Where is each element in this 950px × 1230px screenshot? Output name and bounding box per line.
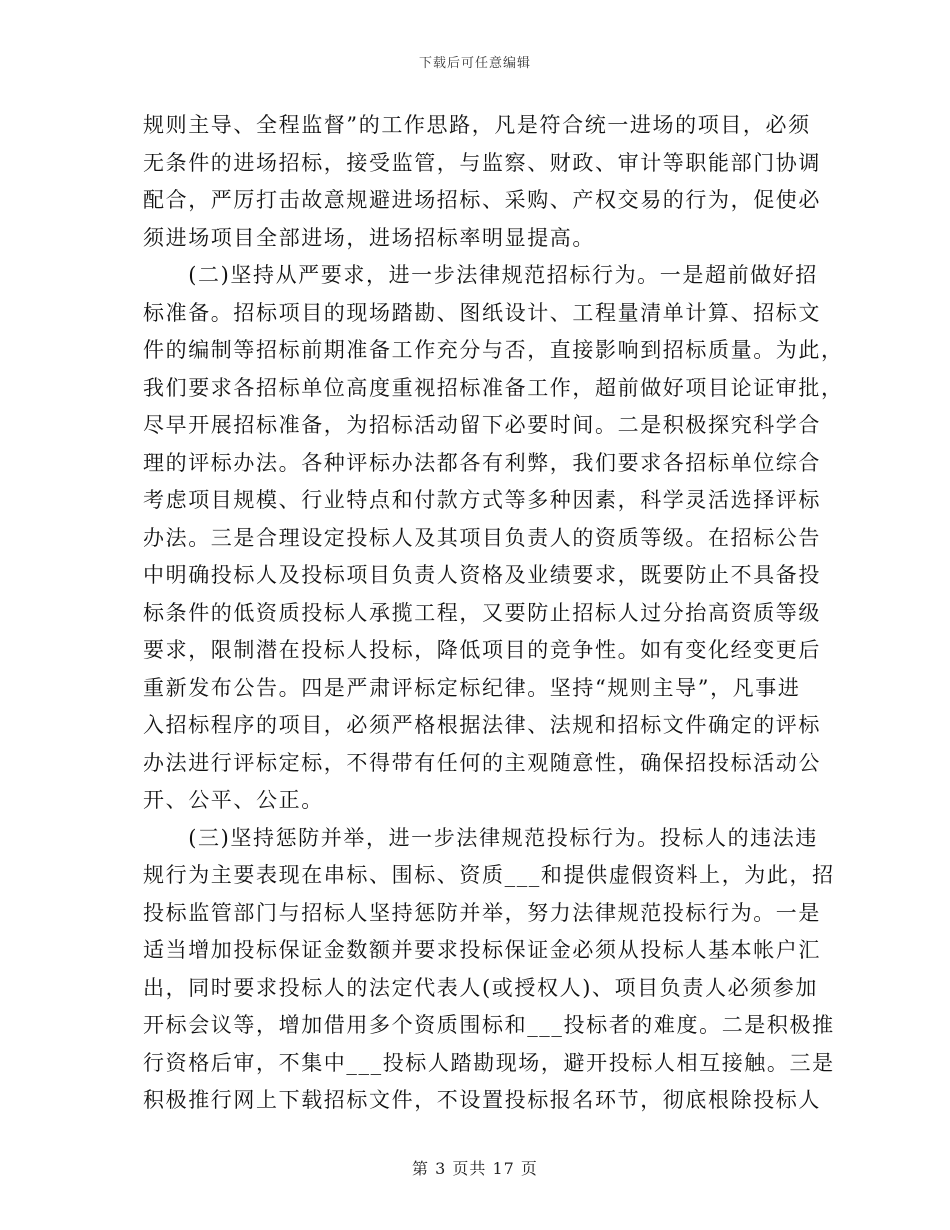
body-line: 规行为主要表现在串标、围标、资质___和提供虚假资料上，为此，招 xyxy=(143,863,835,887)
body-line: 须进场项目全部进场，进场招标率明显提高。 xyxy=(143,225,595,250)
body-line: 入招标程序的项目，必须严格根据法律、法规和招标文件确定的评标 xyxy=(143,713,821,737)
body-line: 尽早开展招标准备，为招标活动留下必要时间。二是积极探究科学合 xyxy=(143,413,821,437)
body-line: 适当增加投标保证金数额并要求投标保证金必须从投标人基本帐户汇 xyxy=(143,938,821,962)
body-line: 办法进行评标定标，不得带有任何的主观随意性，确保招投标活动公 xyxy=(143,750,821,775)
body-line: 重新发布公告。四是严肃评标定标纪律。坚持“规则主导”，凡事进 xyxy=(143,675,801,700)
body-line: 中明确投标人及投标项目负责人资格及业绩要求，既要防止不具备投 xyxy=(143,563,821,587)
body-line: 标准备。招标项目的现场踏勘、图纸设计、工程量清单计算、招标文 xyxy=(143,300,821,325)
page-footer: 第 3 页共 17 页 xyxy=(412,1159,538,1178)
body-line: 开、公平、公正。 xyxy=(143,788,324,812)
body-line: 标条件的低资质投标人承揽工程，又要防止招标人过分抬高资质等级 xyxy=(143,600,821,625)
body-line: 我们要求各招标单位高度重视招标准备工作，超前做好项目论证审批， xyxy=(143,375,844,400)
body-line: 配合，严厉打击故意规避进场招标、采购、产权交易的行为，促使必 xyxy=(143,188,821,212)
body-line: 开标会议等，增加借用多个资质围标和___投标者的难度。二是积极推 xyxy=(143,1013,835,1037)
body-line: 规则主导、全程监督”的工作思路，凡是符合统一进场的项目，必须 xyxy=(143,113,811,137)
body-line: (二)坚持从严要求，进一步法律规范招标行为。一是超前做好招 xyxy=(143,263,818,287)
page-header: 下载后可任意编辑 xyxy=(418,56,531,71)
body-line: 要求，限制潜在投标人投标，降低项目的竞争性。如有变化经变更后 xyxy=(143,638,821,662)
body-line: (三)坚持惩防并举，进一步法律规范投标行为。投标人的违法违 xyxy=(143,825,818,850)
document-body xyxy=(143,107,844,1120)
body-line: 积极推行网上下载招标文件，不设置投标报名环节，彻底根除投标人 xyxy=(143,1088,821,1112)
body-line: 件的编制等招标前期准备工作充分与否，直接影响到招标质量。为此， xyxy=(143,338,844,362)
body-line: 办法。三是合理设定投标人及其项目负责人的资质等级。在招标公告 xyxy=(143,525,821,550)
body-line: 出，同时要求投标人的法定代表人(或授权人)、项目负责人必须参加 xyxy=(143,975,818,1000)
body-line: 理的评标办法。各种评标办法都各有利弊，我们要求各招标单位综合 xyxy=(143,450,821,475)
body-line: 投标监管部门与招标人坚持惩防并举，努力法律规范投标行为。一是 xyxy=(143,900,821,925)
body-line: 考虑项目规模、行业特点和付款方式等多种因素，科学灵活选择评标 xyxy=(143,488,821,512)
body-line: 无条件的进场招标，接受监管，与监察、财政、审计等职能部门协调 xyxy=(143,150,821,175)
body-line: 行资格后审，不集中___投标人踏勘现场，避开投标人相互接触。三是 xyxy=(143,1050,835,1075)
